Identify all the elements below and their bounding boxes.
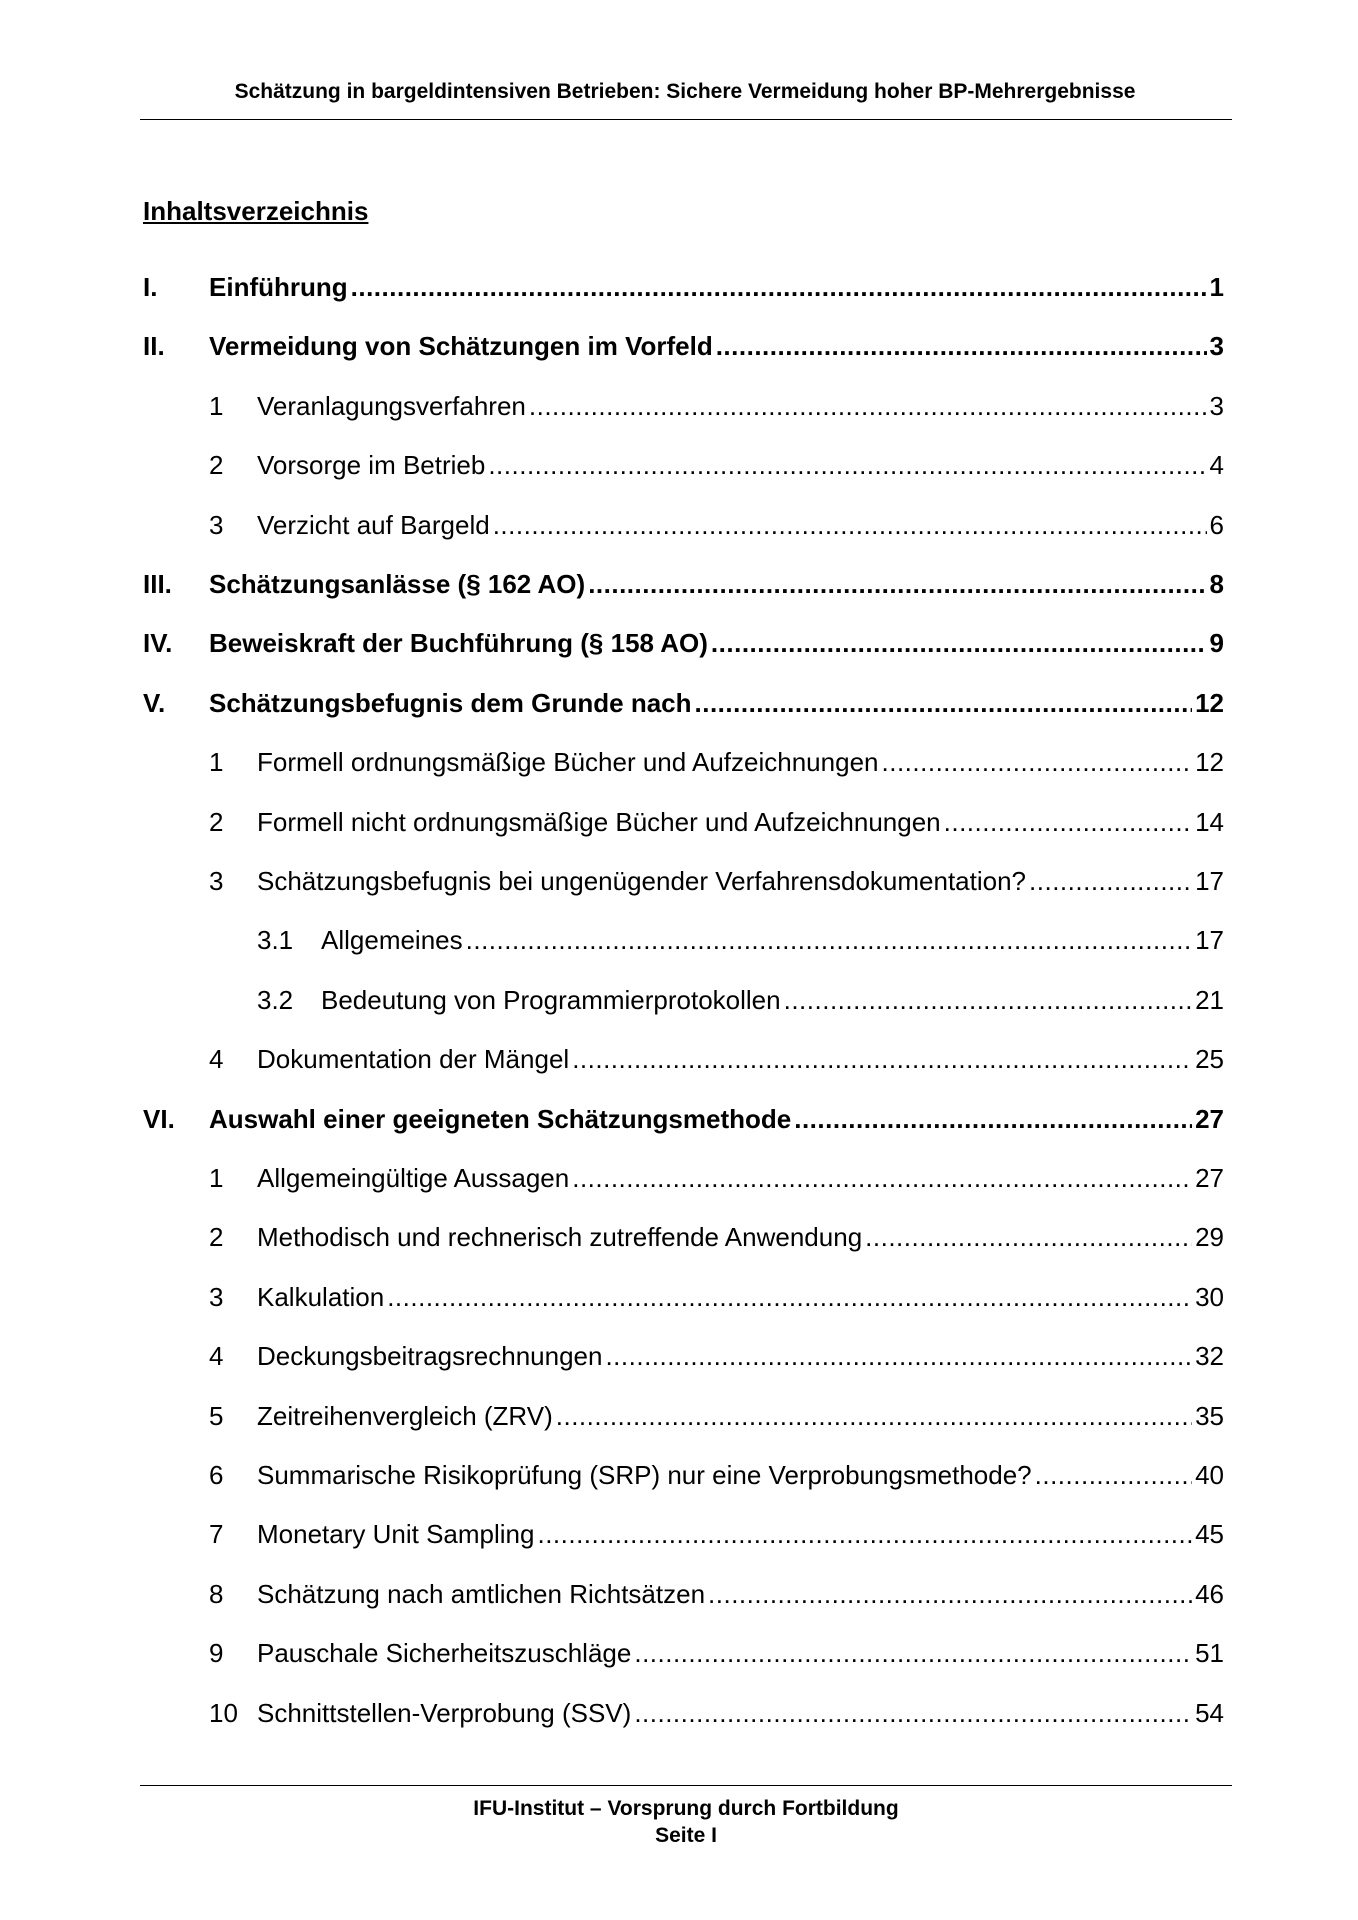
- footer-divider: [140, 1785, 1232, 1786]
- toc-entry-page: 4: [1209, 450, 1224, 480]
- toc-entry[interactable]: [209, 1222, 1224, 1258]
- toc-entry-number: III.: [143, 569, 172, 599]
- toc-dot-leader: [556, 1401, 1192, 1432]
- toc-heading: Inhaltsverzeichnis: [143, 196, 369, 226]
- toc-entry-title: Formell nicht ordnungsmäßige Bücher und Aufzeichnungen: [257, 807, 941, 837]
- toc-entry-number: 1: [209, 747, 224, 777]
- toc-dot-leader: [1035, 1460, 1192, 1491]
- toc-entry[interactable]: [209, 866, 1224, 902]
- toc-entry[interactable]: [209, 450, 1224, 486]
- toc-entry-page: 35: [1195, 1401, 1224, 1431]
- toc-entry-page: 51: [1195, 1638, 1224, 1668]
- toc-dot-leader: [695, 688, 1193, 719]
- toc-dot-leader: [572, 1163, 1192, 1194]
- toc-entry-page: 6: [1209, 510, 1224, 540]
- toc-entry-title: Auswahl einer geeigneten Schätzungsmethode: [209, 1104, 792, 1134]
- toc-entry-title: Allgemeines: [321, 925, 463, 955]
- toc-entry[interactable]: [143, 272, 1224, 308]
- toc-dot-leader: [572, 1044, 1192, 1075]
- toc-entry-page: 14: [1195, 807, 1224, 837]
- toc-entry-number: I.: [143, 272, 158, 302]
- toc-entry-page: 17: [1195, 925, 1224, 955]
- toc-entry-title: Deckungsbeitragsrechnungen: [257, 1341, 603, 1371]
- toc-dot-leader: [529, 391, 1207, 422]
- toc-entry-title: Einführung: [209, 272, 348, 302]
- toc-entry[interactable]: [209, 1698, 1224, 1734]
- toc-entry-page: 12: [1195, 688, 1224, 718]
- toc-dot-leader: [588, 569, 1206, 600]
- toc-entry[interactable]: [209, 1579, 1224, 1615]
- toc-entry[interactable]: [209, 1519, 1224, 1555]
- toc-entry-page: 30: [1195, 1282, 1224, 1312]
- toc-dot-leader: [351, 272, 1207, 303]
- toc-dot-leader: [711, 628, 1207, 659]
- toc-entry[interactable]: [257, 985, 1224, 1021]
- toc-entry-title: Methodisch und rechnerisch zutreffende Anwendung: [257, 1222, 863, 1252]
- toc-entry[interactable]: [209, 1401, 1224, 1437]
- toc-entry-page: 46: [1195, 1579, 1224, 1609]
- toc-entry[interactable]: [209, 1638, 1224, 1674]
- toc-entry[interactable]: [143, 628, 1224, 664]
- toc-entry-title: Summarische Risikoprüfung (SRP) nur eine Verprobungsmethode?: [257, 1460, 1032, 1490]
- toc-entry-page: 27: [1195, 1163, 1224, 1193]
- toc-entry-page: 8: [1209, 569, 1224, 599]
- toc-entry-page: 27: [1195, 1104, 1224, 1134]
- toc-entry-number: 3.1: [257, 925, 294, 955]
- toc-entry-number: 3: [209, 510, 224, 540]
- toc-entry-page: 1: [1209, 272, 1224, 302]
- toc-entry-number: 5: [209, 1401, 224, 1431]
- toc-entry[interactable]: [143, 688, 1224, 724]
- toc-dot-leader: [708, 1579, 1192, 1610]
- header-divider: [140, 119, 1232, 120]
- toc-entry-number: 1: [209, 1163, 224, 1193]
- toc-entry-title: Schätzungsbefugnis bei ungenügender Verfahrensdokumentation?: [257, 866, 1027, 896]
- toc-dot-leader: [634, 1698, 1192, 1729]
- toc-entry-title: Pauschale Sicherheitszuschläge: [257, 1638, 632, 1668]
- toc-entry-number: 2: [209, 450, 224, 480]
- toc-entry-page: 32: [1195, 1341, 1224, 1371]
- toc-entry[interactable]: [209, 510, 1224, 546]
- toc-entry[interactable]: [209, 391, 1224, 427]
- toc-dot-leader: [466, 925, 1192, 956]
- toc-entry-title: Vermeidung von Schätzungen im Vorfeld: [209, 331, 713, 361]
- toc-dot-leader: [605, 1341, 1192, 1372]
- toc-entry-number: 3: [209, 866, 224, 896]
- toc-entry-page: 29: [1195, 1222, 1224, 1252]
- toc-entry-number: II.: [143, 331, 165, 361]
- toc-entry-title: Zeitreihenvergleich (ZRV): [257, 1401, 553, 1431]
- toc-entry[interactable]: [143, 1104, 1224, 1140]
- toc-entry-title: Allgemeingültige Aussagen: [257, 1163, 570, 1193]
- toc-entry[interactable]: [209, 1282, 1224, 1318]
- toc-dot-leader: [493, 510, 1207, 541]
- toc-entry-page: 9: [1209, 628, 1224, 658]
- toc-entry-number: 1: [209, 391, 224, 421]
- toc-entry-number: 8: [209, 1579, 224, 1609]
- toc-entry-title: Formell ordnungsmäßige Bücher und Aufzeichnungen: [257, 747, 879, 777]
- toc-dot-leader: [794, 1104, 1192, 1135]
- toc-dot-leader: [1029, 866, 1192, 897]
- toc-entry-number: 4: [209, 1341, 224, 1371]
- toc-entry-page: 3: [1209, 331, 1224, 361]
- toc-entry-page: 3: [1209, 391, 1224, 421]
- toc-entry-title: Kalkulation: [257, 1282, 385, 1312]
- toc-entry-title: Dokumentation der Mängel: [257, 1044, 570, 1074]
- toc-entry-page: 21: [1195, 985, 1224, 1015]
- footer-page-number: Seite I: [655, 1824, 717, 1847]
- toc-entry-number: 3: [209, 1282, 224, 1312]
- toc-entry[interactable]: [209, 1341, 1224, 1377]
- toc-entry-page: 25: [1195, 1044, 1224, 1074]
- toc-entry-number: 6: [209, 1460, 224, 1490]
- toc-entry-number: 2: [209, 1222, 224, 1252]
- toc-dot-leader: [488, 450, 1206, 481]
- toc-entry-number: 7: [209, 1519, 224, 1549]
- toc-entry-title: Schnittstellen-Verprobung (SSV): [257, 1698, 632, 1728]
- toc-dot-leader: [944, 807, 1192, 838]
- toc-entry-title: Vorsorge im Betrieb: [257, 450, 486, 480]
- toc-entry-page: 54: [1195, 1698, 1224, 1728]
- toc-entry-number: 4: [209, 1044, 224, 1074]
- toc-entry-number: IV.: [143, 628, 173, 658]
- toc-entry-number: VI.: [143, 1104, 175, 1134]
- toc-entry-number: 9: [209, 1638, 224, 1668]
- toc-entry-title: Schätzung nach amtlichen Richtsätzen: [257, 1579, 706, 1609]
- toc-entry-page: 17: [1195, 866, 1224, 896]
- toc-entry-title: Schätzungsbefugnis dem Grunde nach: [209, 688, 692, 718]
- toc-entry[interactable]: [257, 925, 1224, 961]
- toc-entry-page: 12: [1195, 747, 1224, 777]
- toc-entry-number: 3.2: [257, 985, 294, 1015]
- toc-entry-title: Veranlagungsverfahren: [257, 391, 526, 421]
- footer-institute: IFU-Institut – Vorsprung durch Fortbildung: [473, 1797, 899, 1820]
- toc-entry-page: 45: [1195, 1519, 1224, 1549]
- toc-entry[interactable]: [209, 1460, 1224, 1496]
- toc-entry-title: Verzicht auf Bargeld: [257, 510, 490, 540]
- page-footer: [140, 1795, 1232, 1849]
- toc-dot-leader: [865, 1222, 1192, 1253]
- toc-entry-title: Bedeutung von Programmierprotokollen: [321, 985, 781, 1015]
- toc-entry-title: Schätzungsanlässe (§ 162 AO): [209, 569, 586, 599]
- toc-entry-title: Beweiskraft der Buchführung (§ 158 AO): [209, 628, 708, 658]
- toc-entry[interactable]: [209, 1163, 1224, 1199]
- toc-entry-number: 2: [209, 807, 224, 837]
- toc-entry[interactable]: [143, 569, 1224, 605]
- toc-dot-leader: [634, 1638, 1192, 1669]
- page-header-title: Schätzung in bargeldintensiven Betrieben: Sichere Vermeidung hoher BP-Mehrergebnisse: [234, 80, 1136, 103]
- toc-entry[interactable]: [209, 747, 1224, 783]
- toc-entry[interactable]: [209, 1044, 1224, 1080]
- toc-dot-leader: [387, 1282, 1192, 1313]
- toc-entry-title: Monetary Unit Sampling: [257, 1519, 535, 1549]
- toc-dot-leader: [784, 985, 1192, 1016]
- toc-dot-leader: [716, 331, 1207, 362]
- toc-entry[interactable]: [143, 331, 1224, 367]
- toc-entry-number: V.: [143, 688, 166, 718]
- toc-entry[interactable]: [209, 807, 1224, 843]
- toc-dot-leader: [882, 747, 1193, 778]
- toc-entry-page: 40: [1195, 1460, 1224, 1490]
- toc-entry-number: 10: [209, 1698, 238, 1728]
- toc-dot-leader: [537, 1519, 1192, 1550]
